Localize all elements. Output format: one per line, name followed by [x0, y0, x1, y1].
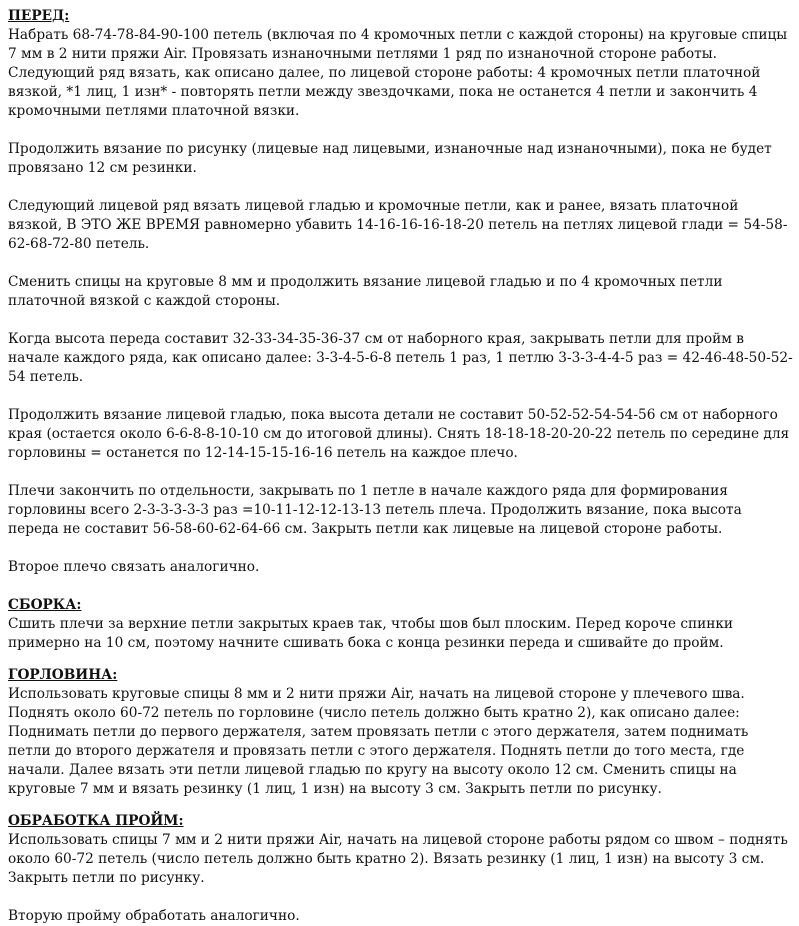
paragraph: Использовать спицы 7 мм и 2 нити пряжи Air, начать на лицевой стороне работы рядом со швом – поднять около 60-72 петель (число петель должно быть кратно 2). Вязать резинку (1 лиц, 1 изн) на высоту 3 см. Закрыть петли по рисунку. — [8, 832, 788, 886]
spacer — [8, 888, 795, 907]
paragraph: Когда высота переда составит 32-33-34-35-36-37 см от наборного края, закрывать петли для пройм в начале каждого ряда, как описано далее: 3-3-4-5-6-8 петель 1 раз, 1 петлю 3-3-3-4-4-5 раз = 42-46-48-50-52-54 петель. — [8, 331, 793, 385]
paragraph: Использовать круговые спицы 8 мм и 2 нити пряжи Air, начать на лицевой стороне у плечевого шва. Поднять около 60-72 петель по горловине (число петель должно быть кратно 2), как описано далее: Поднимать петли до первого держателя, затем провязать петли с этого держателя, затем поднимать петли до второго держателя и провязать петли с этого держателя. Поднять петли до того места, где начали. Далее вязать эти петли лицевой гладью по кругу на высоту около 12 см. Сменить спицы на круговые 7 мм и вязать резинку (1 лиц, 1 изн) на высоту 3 см. Закрыть петли по рисунку. — [8, 686, 749, 797]
paragraph: Продолжить вязание лицевой гладью, пока высота детали не составит 50-52-52-54-54-56 см от наборного края (остается около 6-6-8-8-10-10 см до итоговой длины). Снять 18-18-18-20-20-22 петель по середине для горловины = останется по 12-14-15-15-16-16 петель на каждое плечо. — [8, 407, 790, 461]
paragraph: Сшить плечи за верхние петли закрытых краев так, чтобы шов был плоским. Перед короче спинки примерно на 10 см, поэтому начните сшивать бока с конца резинки переда и сшивайте до пройм. — [8, 616, 734, 651]
spacer — [8, 577, 795, 596]
spacer — [8, 799, 795, 812]
spacer — [8, 121, 795, 140]
paragraph: Вторую пройму обработать аналогично. — [8, 908, 300, 924]
spacer — [8, 311, 795, 330]
paragraph: Продолжить вязание по рисунку (лицевые над лицевыми, изнаночные над изнаночными), пока не будет провязано 12 см резинки. — [8, 141, 772, 176]
spacer — [8, 387, 795, 406]
paragraph: Плечи закончить по отдельности, закрывать по 1 петле в начале каждого ряда для формирования горловины всего 2-3-3-3-3-3 раз =10-11-12-12-13-13 петель плеча. Продолжить вязание, пока высота переда не составит 56-58-60-62-64-66 см. Закрыть петли как лицевые на лицевой стороне работы. — [8, 483, 742, 537]
paragraph: Набрать 68-74-78-84-90-100 петель (включая по 4 кромочных петли с каждой стороны) на круговые спицы 7 мм в 2 нити пряжи Air. Провязать изнаночными петлями 1 ряд по изнаночной стороне работы. Следующий ряд вязать, как описано далее, по лицевой стороне работы: 4 кромочных петли платочной вязкой, *1 лиц, 1 изн* - повторять петли между звездочками, пока не останется 4 петли и закончить 4 кромочными петлями платочной вязки. — [8, 27, 788, 119]
section-heading-front: ПЕРЕД: — [8, 8, 70, 24]
spacer — [8, 653, 795, 666]
section-heading-assembly: СБОРКА: — [8, 597, 82, 613]
paragraph: Второе плечо связать аналогично. — [8, 559, 260, 575]
section-heading-armholes: ОБРАБОТКА ПРОЙМ: — [8, 813, 184, 829]
spacer — [8, 178, 795, 197]
paragraph: Сменить спицы на круговые 8 мм и продолжить вязание лицевой гладью и по 4 кромочных петли платочной вязкой с каждой стороны. — [8, 274, 723, 309]
spacer — [8, 539, 795, 558]
spacer — [8, 463, 795, 482]
spacer — [8, 254, 795, 273]
section-heading-neckline: ГОРЛОВИНА: — [8, 667, 118, 683]
paragraph: Следующий лицевой ряд вязать лицевой гладью и кромочные петли, как и ранее, вязать платочной вязкой, В ЭТО ЖЕ ВРЕМЯ равномерно убавить 14-16-16-16-18-20 петель на петлях лицевой глади = 54-58-62-68-72-80 петель. — [8, 198, 788, 252]
